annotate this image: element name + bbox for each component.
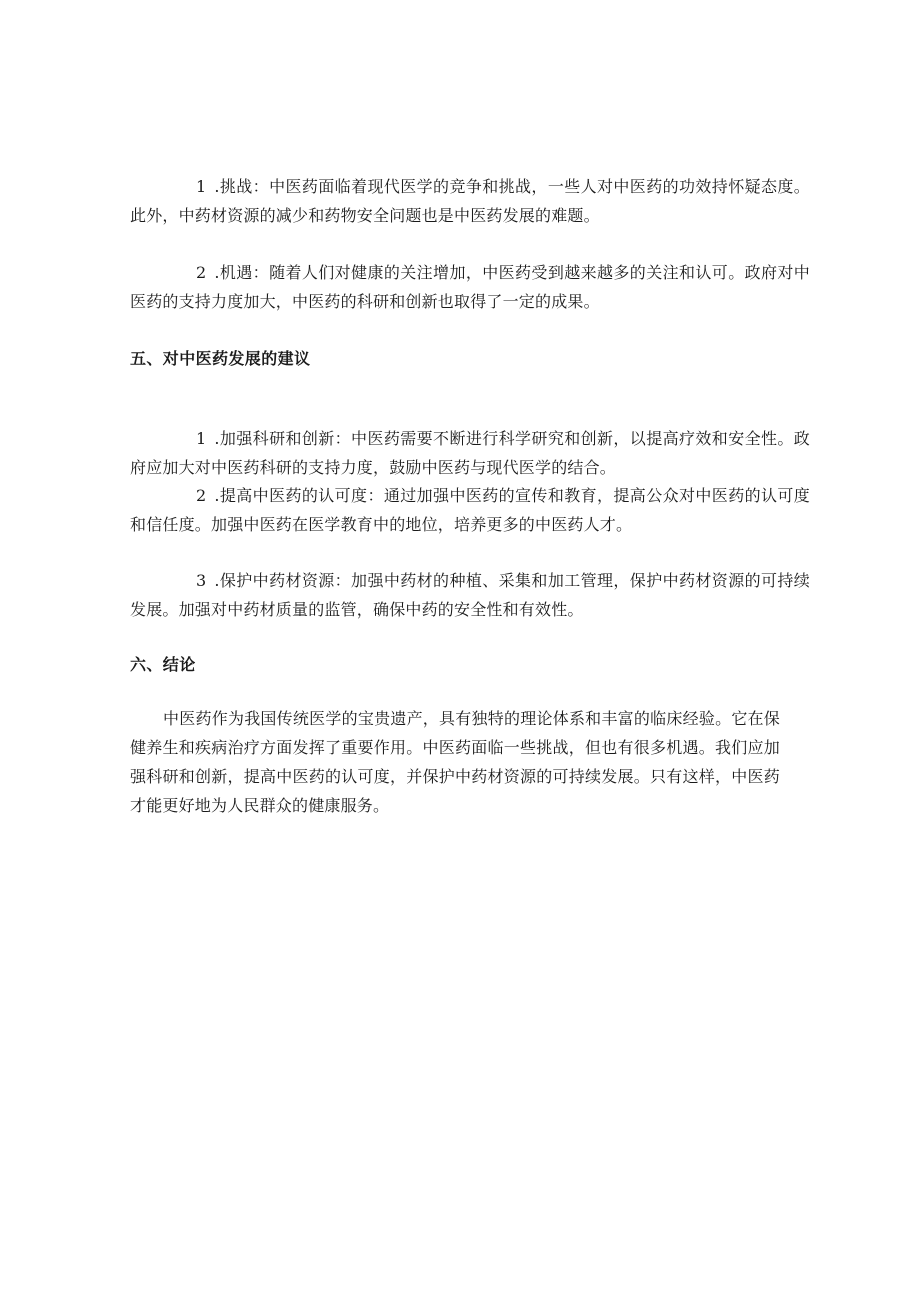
section-heading-suggestions: 五、对中医药发展的建议 [130,349,311,368]
list-number: 2 [196,263,207,282]
list-number: 1 [196,177,207,196]
paragraph-text: .机遇：随着人们对健康的关注增加，中医药受到越来越多的关注和认可。政府对中医药的支持力度加大，中医药的科研和创新也取得了一定的成果。 [130,263,810,311]
opportunity-paragraph [130,258,810,316]
challenge-paragraph [130,172,810,230]
list-number: 2 [196,486,207,505]
paragraph-text: .保护中药材资源：加强中药材的种植、采集和加工管理，保护中药材资源的可持续发展。加强对中药材质量的监管，确保中药的安全性和有效性。 [130,571,810,619]
suggestion-resources-paragraph [130,566,810,624]
paragraph-text: .提高中医药的认可度：通过加强中医药的宣传和教育，提高公众对中医药的认可度和信任度。加强中医药在医学教育中的地位，培养更多的中医药人才。 [130,486,810,534]
suggestion-research-paragraph [130,424,810,482]
list-number: 1 [196,429,207,448]
conclusion-paragraph: 中医药作为我国传统医学的宝贵遗产，具有独特的理论体系和丰富的临床经验。它在保健养生和疾病治疗方面发挥了重要作用。中医药面临一些挑战，但也有很多机遇。我们应加强科研和创新，提高中医药的认可度，并保护中药材资源的可持续发展。只有这样，中医药才能更好地为人民群众的健康服务。 [130,709,780,815]
paragraph-text: .加强科研和创新：中医药需要不断进行科学研究和创新，以提高疗效和安全性。政府应加大对中医药科研的支持力度，鼓励中医药与现代医学的结合。 [130,429,810,477]
list-number: 3 [196,571,207,590]
section-heading-conclusion: 六、结论 [130,655,196,674]
paragraph-text: .挑战：中医药面临着现代医学的竞争和挑战，一些人对中医药的功效持怀疑态度。此外，中药材资源的减少和药物安全问题也是中医药发展的难题。 [130,177,810,225]
suggestion-recognition-paragraph [130,481,810,539]
